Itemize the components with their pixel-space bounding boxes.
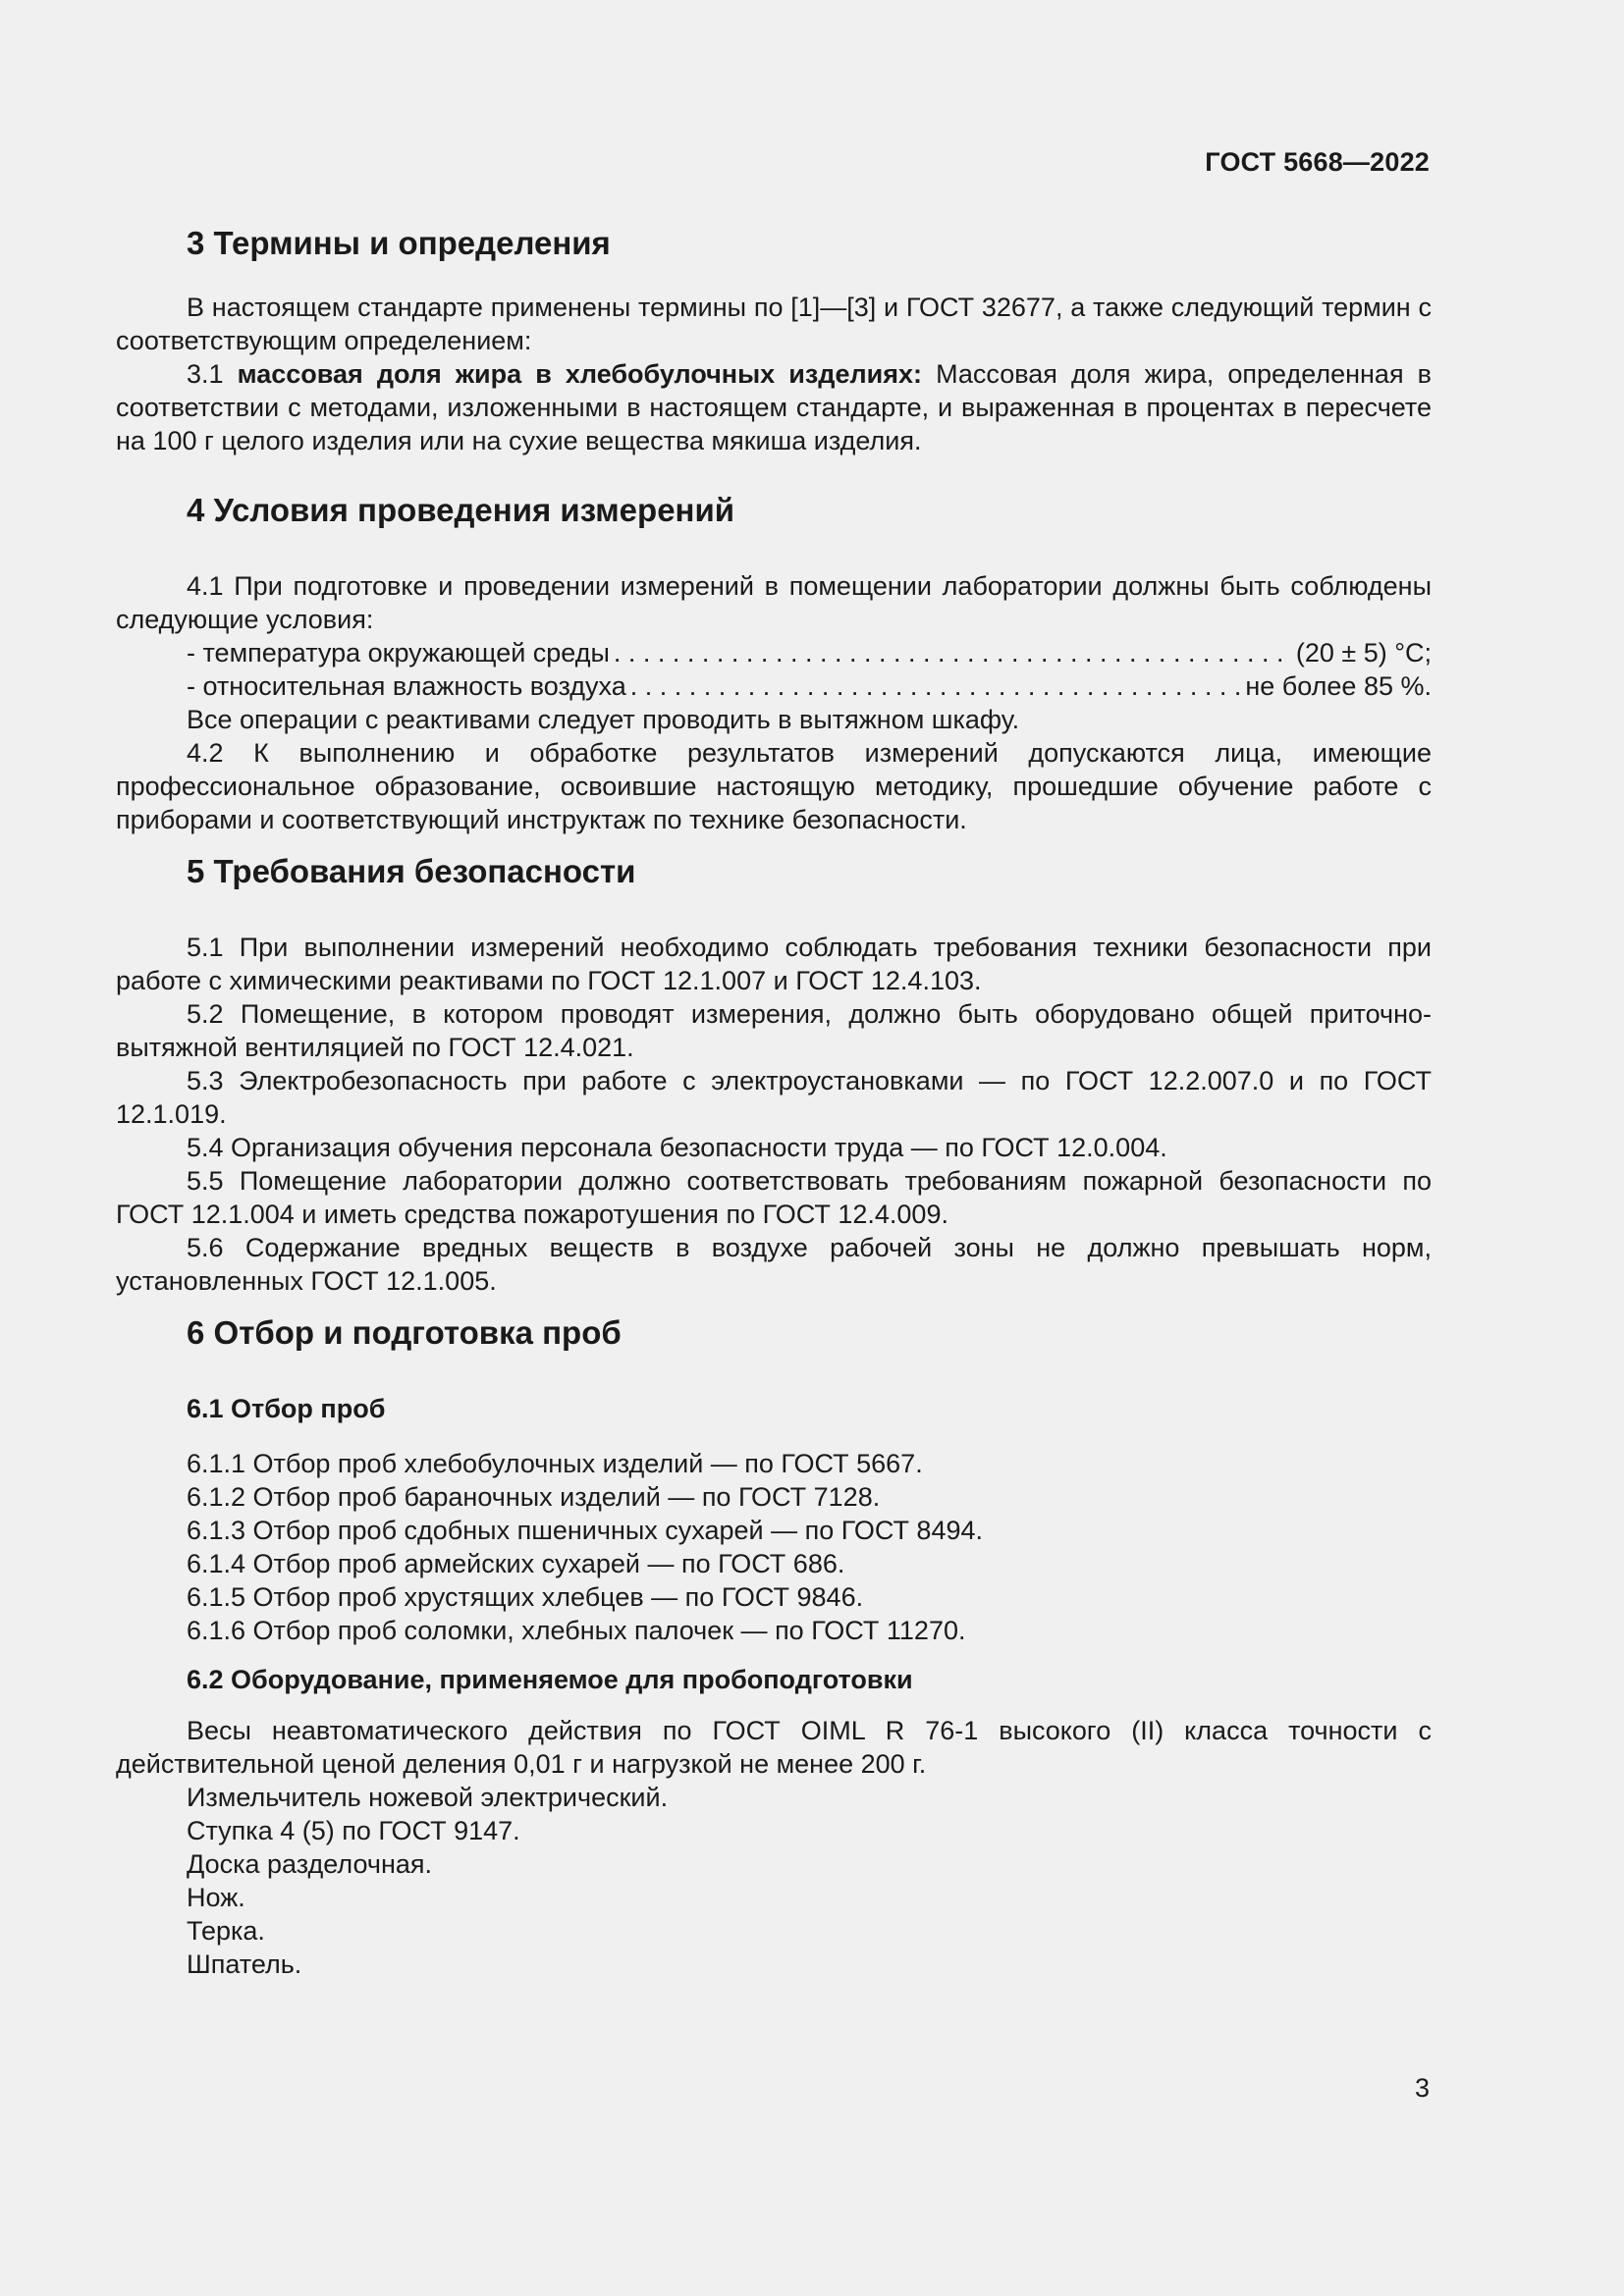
condition-humidity — [116, 669, 1432, 703]
condition-temperature — [116, 636, 1432, 669]
paragraph-5-2: 5.2 Помещение, в котором проводят измерения, должно быть оборудовано общей приточно-вытяжной вентиляцией по ГОСТ 12.4.021. — [116, 999, 1432, 1062]
equipment-scales: Весы неавтоматического действия по ГОСТ OIML R 76-1 высокого (II) класса точности с действительной ценой деления 0,01 г и нагрузкой не менее 200 г. — [116, 1716, 1432, 1779]
term-3-1-term: массовая доля жира в хлебобулочных изделиях: — [237, 359, 922, 389]
paragraph-4-1: 4.1 При подготовке и проведении измерений в помещении лаборатории должны быть соблюдены следующие условия: — [116, 571, 1432, 634]
section-4 — [116, 491, 1432, 836]
paragraph-4-2: 4.2 К выполнению и обработке результатов измерений допускаются лица, имеющие профессиональное образование, освоившие настоящую методику, прошедшие обучение работе с приборами и соответствующий инструктаж по технике безопасности. — [116, 738, 1432, 834]
subsection-6-2-title: 6.2 Оборудование, применяемое для пробоподготовки — [187, 1665, 913, 1694]
condition-temperature-value: (20 ± 5) °С; — [1295, 638, 1432, 667]
document-code: ГОСТ 5668—2022 — [1205, 147, 1430, 177]
condition-temperature-label: - температура окружающей среды — [187, 638, 610, 667]
paragraph-5-3: 5.3 Электробезопасность при работе с электроустановками — по ГОСТ 12.2.007.0 и по ГОСТ 12.1.019. — [116, 1066, 1432, 1129]
list-item: Шпатель. — [187, 1949, 302, 1979]
leader-dots — [614, 636, 1292, 669]
list-item: Доска разделочная. — [187, 1849, 433, 1879]
paragraph-5-5: 5.5 Помещение лаборатории должно соответствовать требованиям пожарной безопасности по ГОСТ 12.1.004 и иметь средства пожаротушения по ГОСТ 12.4.009. — [116, 1166, 1432, 1229]
section-6 — [116, 1313, 1432, 1981]
subsection-6-1-title: 6.1 Отбор проб — [187, 1394, 386, 1423]
section-6-title: 6 Отбор и подготовка проб — [187, 1314, 622, 1351]
section-3 — [116, 224, 1432, 457]
list-item: Измельчитель ножевой электрический. — [187, 1783, 669, 1812]
condition-humidity-label: - относительная влажность воздуха — [187, 671, 626, 701]
list-item: Нож. — [187, 1883, 245, 1912]
list-item: 6.1.2 Отбор проб бараночных изделий — по ГОСТ 7128. — [187, 1482, 881, 1512]
section-5-title: 5 Требования безопасности — [187, 853, 636, 889]
list-item: 6.1.4 Отбор проб армейских сухарей — по ГОСТ 686. — [187, 1549, 845, 1578]
page-number: 3 — [1414, 2073, 1430, 2103]
list-item: 6.1.6 Отбор проб соломки, хлебных палочек — по ГОСТ 11270. — [187, 1616, 966, 1645]
section-4-title: 4 Условия проведения измерений — [187, 492, 735, 528]
term-3-1 — [116, 357, 1432, 457]
list-item: 6.1.1 Отбор проб хлебобулочных изделий — по ГОСТ 5667. — [187, 1449, 923, 1478]
list-item: 6.1.3 Отбор проб сдобных пшеничных сухарей — по ГОСТ 8494. — [187, 1516, 984, 1545]
list-item: Терка. — [187, 1916, 265, 1946]
term-3-1-number: 3.1 — [187, 359, 238, 389]
list-item: Ступка 4 (5) по ГОСТ 9147. — [187, 1816, 520, 1845]
paragraph-5-6: 5.6 Содержание вредных веществ в воздухе рабочей зоны не должно превышать норм, установленных ГОСТ 12.1.005. — [116, 1233, 1432, 1296]
list-item: 6.1.5 Отбор проб хрустящих хлебцев — по ГОСТ 9846. — [187, 1582, 864, 1612]
paragraph-5-1: 5.1 При выполнении измерений необходимо соблюдать требования техники безопасности при работе с химическими реактивами по ГОСТ 12.1.007 и ГОСТ 12.4.103. — [116, 933, 1432, 995]
reagent-note: Все операции с реактивами следует проводить в вытяжном шкафу. — [187, 705, 1020, 734]
section-5 — [116, 852, 1432, 1298]
condition-humidity-value: не более 85 %. — [1245, 671, 1432, 701]
leader-dots — [630, 669, 1242, 703]
section-3-intro: В настоящем стандарте применены термины по [1]—[3] и ГОСТ 32677, а также следующий термин с соответствующим определением: — [116, 293, 1432, 355]
section-3-title: 3 Термины и определения — [187, 225, 611, 261]
term-3-1-definition: Массовая доля жира, определенная в соответствии с методами, изложенными в настоящем стандарте, и выраженная в процентах в пересчете на 100 г целого изделия или на сухие вещества мякиша изделия. — [116, 359, 1433, 455]
paragraph-5-4: 5.4 Организация обучения персонала безопасности труда — по ГОСТ 12.0.004. — [187, 1133, 1167, 1162]
